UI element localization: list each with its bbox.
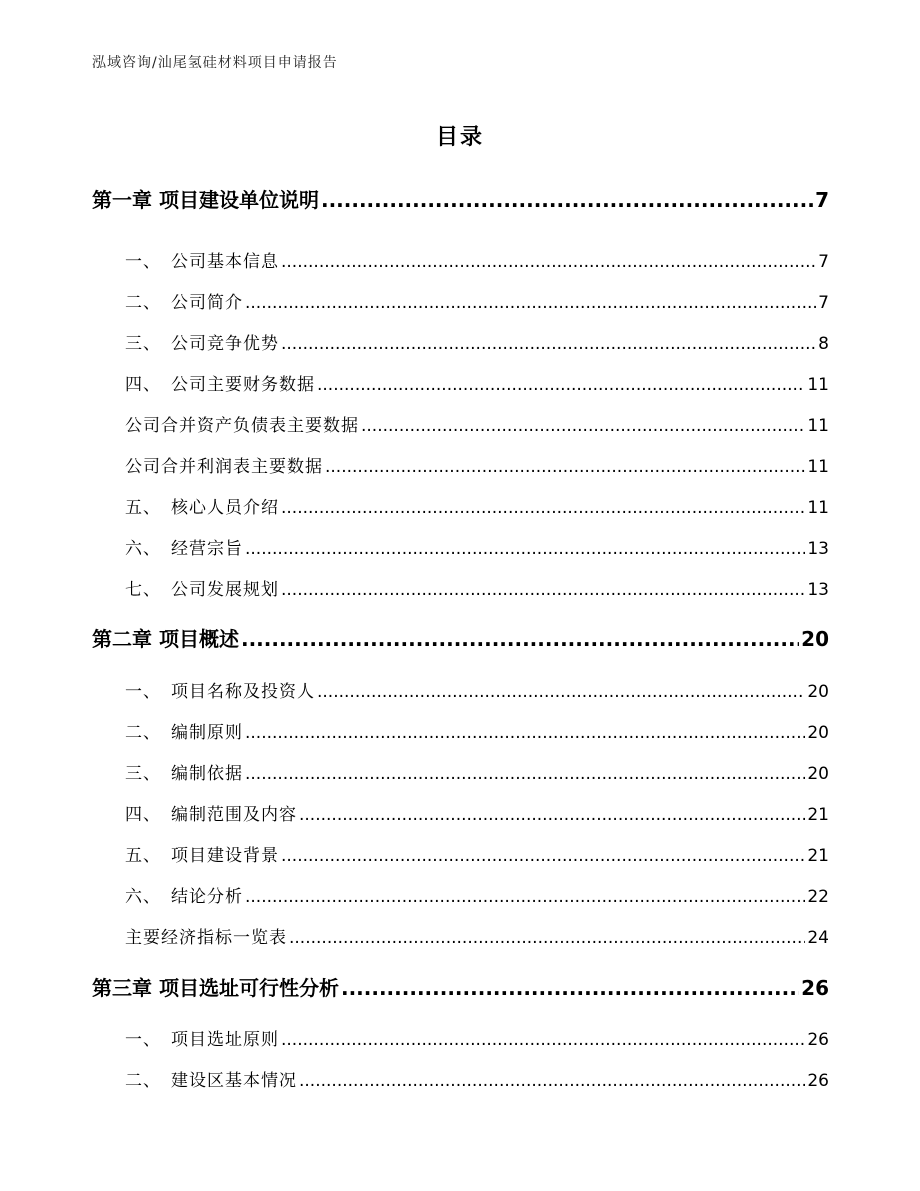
toc-entry-label: 核心人员介绍 xyxy=(171,498,279,518)
toc-entry-label: 建设区基本情况 xyxy=(171,1071,297,1091)
toc-entry[interactable] xyxy=(125,800,829,825)
dot-leader xyxy=(299,1071,805,1091)
running-header: 泓域咨询/汕尾氢硅材料项目申请报告 xyxy=(92,55,338,71)
dot-leader xyxy=(281,580,805,600)
dot-leader xyxy=(281,498,805,518)
dot-leader xyxy=(241,627,799,651)
toc-entry-label: 结论分析 xyxy=(171,887,243,907)
toc-entry[interactable] xyxy=(125,493,829,518)
toc-page-number: 20 xyxy=(807,682,829,702)
toc-page-number: 20 xyxy=(801,627,829,651)
toc-entry-number: 一、 xyxy=(125,682,161,702)
dot-leader xyxy=(281,252,816,272)
toc-entry-number: 一、 xyxy=(125,1030,161,1050)
toc-page-number: 11 xyxy=(807,375,829,395)
dot-leader xyxy=(245,887,805,907)
toc-entry-number: 二、 xyxy=(125,1071,161,1091)
toc-page-number: 7 xyxy=(818,252,829,272)
dot-leader xyxy=(317,375,805,395)
toc-page-number: 26 xyxy=(801,976,829,1000)
toc-entry-label: 项目名称及投资人 xyxy=(171,682,315,702)
toc-entry[interactable] xyxy=(125,411,829,436)
toc-entry-number: 六、 xyxy=(125,539,161,559)
toc-entry-label: 公司竞争优势 xyxy=(171,334,279,354)
toc-page-number: 22 xyxy=(807,887,829,907)
toc-entry-number: 五、 xyxy=(125,498,161,518)
toc-entry-label: 公司基本信息 xyxy=(171,252,279,272)
toc-entry-label: 项目选址原则 xyxy=(171,1030,279,1050)
toc-entry[interactable] xyxy=(125,247,829,272)
dot-leader xyxy=(299,805,805,825)
toc-entry[interactable] xyxy=(125,575,829,600)
toc-entry[interactable] xyxy=(125,452,829,477)
toc-page-number: 7 xyxy=(815,188,829,212)
toc-entry[interactable] xyxy=(125,370,829,395)
toc-entry[interactable] xyxy=(125,882,829,907)
toc-page-number: 7 xyxy=(818,293,829,313)
dot-leader xyxy=(281,1030,805,1050)
dot-leader xyxy=(361,416,805,436)
toc-entry-number: 六、 xyxy=(125,887,161,907)
dot-leader xyxy=(245,539,805,559)
toc-entry[interactable] xyxy=(125,288,829,313)
toc-page-number: 24 xyxy=(807,928,829,948)
dot-leader xyxy=(321,188,813,212)
toc-entry-number: 二、 xyxy=(125,723,161,743)
toc-entry[interactable] xyxy=(125,1066,829,1091)
dot-leader xyxy=(289,928,805,948)
header-rule xyxy=(92,76,828,77)
toc-entry[interactable] xyxy=(125,534,829,559)
toc-entry-label: 经营宗旨 xyxy=(171,539,243,559)
toc-chapter-2[interactable] xyxy=(92,623,829,652)
toc-entry-label: 公司合并资产负债表主要数据 xyxy=(125,416,359,436)
toc-entry-label: 公司简介 xyxy=(171,293,243,313)
toc-entry-label: 公司主要财务数据 xyxy=(171,375,315,395)
dot-leader xyxy=(341,976,799,1000)
toc-entry-number: 一、 xyxy=(125,252,161,272)
toc-entry-label: 第二章 项目概述 xyxy=(92,627,239,651)
toc-page-number: 26 xyxy=(807,1030,829,1050)
toc-entry-label: 编制原则 xyxy=(171,723,243,743)
toc-entry-number: 三、 xyxy=(125,764,161,784)
toc-entry-label: 编制范围及内容 xyxy=(171,805,297,825)
toc-page-number: 11 xyxy=(807,498,829,518)
toc-entry-label: 公司发展规划 xyxy=(171,580,279,600)
toc-page-number: 8 xyxy=(818,334,829,354)
toc-entry[interactable] xyxy=(125,329,829,354)
dot-leader xyxy=(245,293,816,313)
toc-entry-label: 公司合并利润表主要数据 xyxy=(125,457,323,477)
toc-entry-number: 四、 xyxy=(125,375,161,395)
toc-page-number: 20 xyxy=(807,764,829,784)
toc-entry-number: 七、 xyxy=(125,580,161,600)
toc-title: 目录 xyxy=(435,125,484,150)
toc-page-number: 21 xyxy=(807,805,829,825)
toc-entry[interactable] xyxy=(125,759,829,784)
dot-leader xyxy=(317,682,805,702)
toc-chapter-3[interactable] xyxy=(92,972,829,1001)
toc-entry-label: 编制依据 xyxy=(171,764,243,784)
toc-entry-number: 五、 xyxy=(125,846,161,866)
toc-entry-number: 三、 xyxy=(125,334,161,354)
toc-entry-label: 第一章 项目建设单位说明 xyxy=(92,188,319,212)
toc-entry[interactable] xyxy=(125,923,829,948)
toc-page-number: 20 xyxy=(807,723,829,743)
toc-entry[interactable] xyxy=(125,677,829,702)
toc-entry-label: 项目建设背景 xyxy=(171,846,279,866)
toc-entry-label: 第三章 项目选址可行性分析 xyxy=(92,976,339,1000)
toc-entry-number: 二、 xyxy=(125,293,161,313)
toc-page-number: 13 xyxy=(807,580,829,600)
dot-leader xyxy=(325,457,805,477)
toc-page-number: 13 xyxy=(807,539,829,559)
toc-chapter-1[interactable] xyxy=(92,184,829,213)
toc-entry[interactable] xyxy=(125,841,829,866)
toc-page-number: 11 xyxy=(807,457,829,477)
dot-leader xyxy=(281,334,816,354)
toc-entry[interactable] xyxy=(125,718,829,743)
toc-entry-label: 主要经济指标一览表 xyxy=(125,928,287,948)
dot-leader xyxy=(245,764,805,784)
dot-leader xyxy=(245,723,805,743)
toc-entry-number: 四、 xyxy=(125,805,161,825)
toc-entry[interactable] xyxy=(125,1025,829,1050)
toc-page-number: 21 xyxy=(807,846,829,866)
toc-page-number: 26 xyxy=(807,1071,829,1091)
toc-page-number: 11 xyxy=(807,416,829,436)
dot-leader xyxy=(281,846,805,866)
